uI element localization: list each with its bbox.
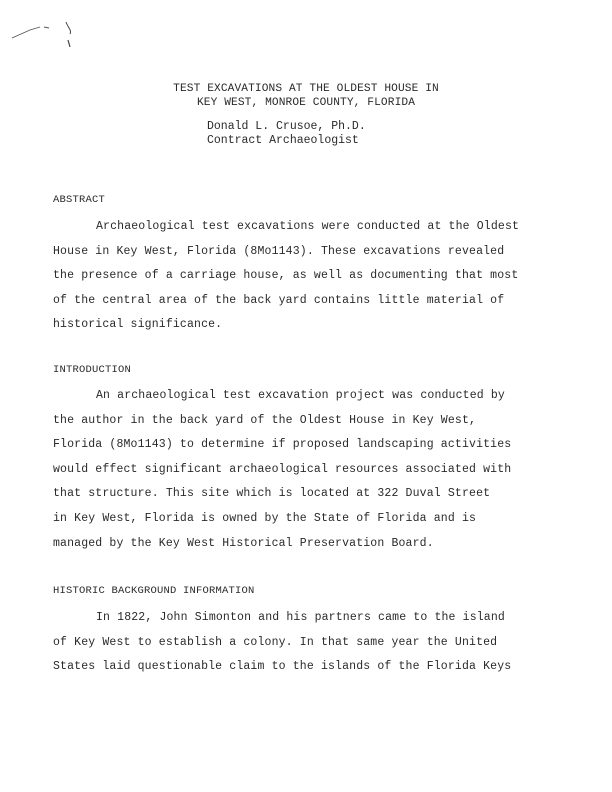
abstract-paragraph (53, 215, 553, 338)
paragraph-line: In 1822, John Simonton and his partners came to the island (96, 611, 505, 624)
document-title (0, 82, 612, 110)
author-block (207, 120, 366, 148)
title-line-1: TEST EXCAVATIONS AT THE OLDEST HOUSE IN (173, 83, 439, 95)
paragraph-line: An archaeological test excavation project was conducted by (96, 389, 505, 402)
paragraph-line: the author in the back yard of the Oldest House in Key West, (53, 413, 477, 427)
paragraph-line: Florida (8Mo1143) to determine if proposed landscaping activities (53, 438, 512, 452)
pen-stroke (68, 40, 70, 47)
paragraph-line: in Key West, Florida is owned by the State of Florida and is (53, 511, 477, 525)
paragraph-line: Archaeological test excavations were conducted at the Oldest (96, 220, 520, 233)
paragraph-line: of the central area of the back yard contains little material of (53, 293, 505, 307)
paragraph-line: that structure. This site which is located at 322 Duval Street (53, 487, 491, 501)
paragraph-line: States laid questionable claim to the islands of the Florida Keys (53, 660, 512, 674)
historic-background-paragraph (53, 606, 553, 680)
pen-stroke (12, 27, 40, 38)
section-heading-introduction: INTRODUCTION (53, 364, 132, 376)
title-line-2: KEY WEST, MONROE COUNTY, FLORIDA (196, 97, 416, 109)
pen-marks (0, 0, 120, 60)
paragraph-line: managed by the Key West Historical Preservation Board. (53, 536, 434, 550)
section-heading-abstract: ABSTRACT (53, 194, 106, 206)
paragraph-line: House in Key West, Florida (8Mo1143). These excavations revealed (53, 244, 505, 258)
author-role: Contract Archaeologist (207, 134, 359, 147)
pen-stroke (44, 27, 49, 28)
author-name: Donald L. Crusoe, Ph.D. (207, 120, 366, 133)
section-heading-historic-background: HISTORIC BACKGROUND INFORMATION (53, 585, 255, 597)
paragraph-line: historical significance. (53, 318, 223, 332)
introduction-paragraph (53, 384, 553, 556)
paragraph-line: of Key West to establish a colony. In that same year the United (53, 635, 498, 649)
pen-stroke (66, 22, 71, 34)
paragraph-line: the presence of a carriage house, as well as documenting that most (53, 269, 519, 283)
paragraph-line: would effect significant archaeological resources associated with (53, 462, 512, 476)
